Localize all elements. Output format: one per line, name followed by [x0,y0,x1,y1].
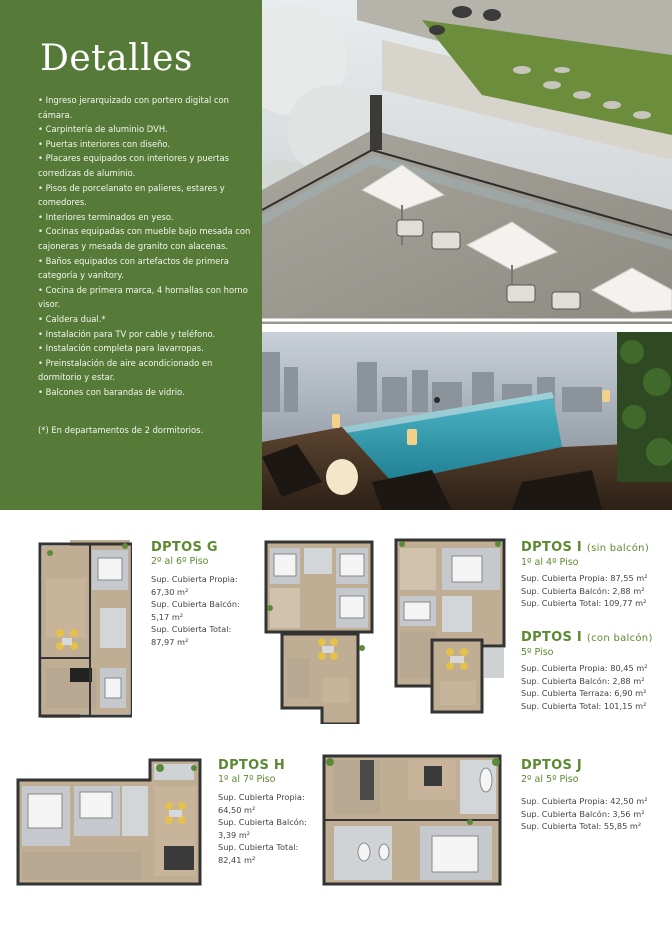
unit-j-value: 42,50 m² [610,796,648,806]
unit-j-label: Sup. Cubierta Propia: [521,796,608,806]
feature-item: • Cocina de primera marca, 4 hornallas con horno visor. [38,283,258,312]
floor-plan-j-image [320,752,504,888]
unit-i2-value: 80,45 m² [610,663,648,673]
terrace-render-image [262,0,672,324]
unit-h-label: Sup. Cubierta Propia: [218,792,305,802]
unit-g-label: Sup. Cubierta Balcón: [151,599,240,610]
unit-g-floors: 2º al 6º Piso [151,556,209,567]
unit-g-info [151,540,261,649]
unit-h-floors: 1º al 7º Piso [218,774,276,785]
feature-item: • Balcones con barandas de vidrio. [38,385,258,400]
unit-j-floors: 2º al 5º Piso [521,774,579,785]
feature-item: • Carpintería de aluminio DVH. [38,122,258,137]
unit-i1-value: 2,88 m² [612,585,645,596]
unit-j-label: Sup. Cubierta Total: [521,821,602,832]
floor-plan-center-image [262,538,374,724]
unit-i1-subtitle: (sin balcón) [586,543,650,554]
unit-i1-floors: 1º al 4º Piso [521,557,579,568]
unit-i2-label: Sup. Cubierta Total: [521,700,602,711]
unit-i1-info [521,540,671,610]
unit-j-value: 55,85 m² [603,821,642,832]
unit-h-info [218,758,318,867]
feature-item: • Caldera dual.* [38,312,258,327]
unit-i2-value: 2,88 m² [612,675,645,686]
footnote: (*) En departamentos de 2 dormitorios. [38,425,204,435]
unit-i1-label: Sup. Cubierta Total: [521,598,602,609]
unit-i2-label: Sup. Cubierta Propia: [521,663,608,673]
unit-h-value: 82,41 m² [218,854,256,865]
unit-j-title: DPTOS J [521,758,583,773]
unit-h-label: Sup. Cubierta Balcón: [218,817,307,828]
unit-i1-title: DPTOS I [521,540,583,555]
unit-i2-info [521,630,671,712]
feature-item: • Preinstalación de aire acondicionado en dormitorio y estar. [38,356,258,385]
features-list [38,93,258,399]
feature-item: • Cocinas equipadas con mueble bajo mesada con cajoneras y mesada de granito con alacenas. [38,224,258,253]
unit-i2-label: Sup. Cubierta Terraza: [521,688,612,699]
pool-render-image [262,332,672,510]
feature-item: • Pisos de porcelanato en palieres, estares y comedores. [38,181,258,210]
unit-i2-subtitle: (con balcón) [586,633,653,644]
feature-item: • Instalación completa para lavarropas. [38,341,258,356]
unit-i2-value: 6,90 m² [614,688,647,699]
unit-h-label: Sup. Cubierta Total: [218,842,299,853]
unit-i1-value: 109,77 m² [603,598,647,609]
feature-item: • Placares equipados con interiores y puertas corredizas de aluminio. [38,151,258,180]
unit-h-title: DPTOS H [218,758,286,773]
unit-g-value: 67,30 m² [151,586,189,597]
unit-i2-floors: 5º Piso [521,647,554,658]
unit-g-value: 87,97 m² [151,636,189,647]
unit-g-title: DPTOS G [151,540,218,555]
unit-i1-value: 87,55 m² [610,573,648,583]
unit-g-label: Sup. Cubierta Total: [151,624,232,635]
unit-i2-value: 101,15 m² [603,700,647,711]
unit-j-info [521,758,671,833]
feature-item: • Puertas interiores con diseño. [38,137,258,152]
floor-plan-g-image [30,538,132,720]
floor-plan-i-image [392,536,506,718]
unit-h-value: 64,50 m² [218,804,256,815]
unit-j-value: 3,56 m² [612,808,645,819]
unit-i1-label: Sup. Cubierta Propia: [521,573,608,583]
unit-i1-label: Sup. Cubierta Balcón: [521,585,610,596]
unit-h-value: 3,39 m² [218,829,251,840]
unit-i2-title: DPTOS I [521,630,583,645]
unit-j-label: Sup. Cubierta Balcón: [521,808,610,819]
feature-item: • Baños equipados con artefactos de primera categoría y vanitory. [38,254,258,283]
unit-g-value: 5,17 m² [151,611,184,622]
unit-g-label: Sup. Cubierta Propia: [151,574,238,584]
unit-i2-label: Sup. Cubierta Balcón: [521,675,610,686]
feature-item: • Instalación para TV por cable y teléfono. [38,327,258,342]
details-panel [0,0,262,510]
feature-item: • Ingreso jerarquizado con portero digital con cámara. [38,93,258,122]
floor-plan-h-image [14,756,204,888]
details-title: Detalles [40,38,193,79]
feature-item: • Interiores terminados en yeso. [38,210,258,225]
